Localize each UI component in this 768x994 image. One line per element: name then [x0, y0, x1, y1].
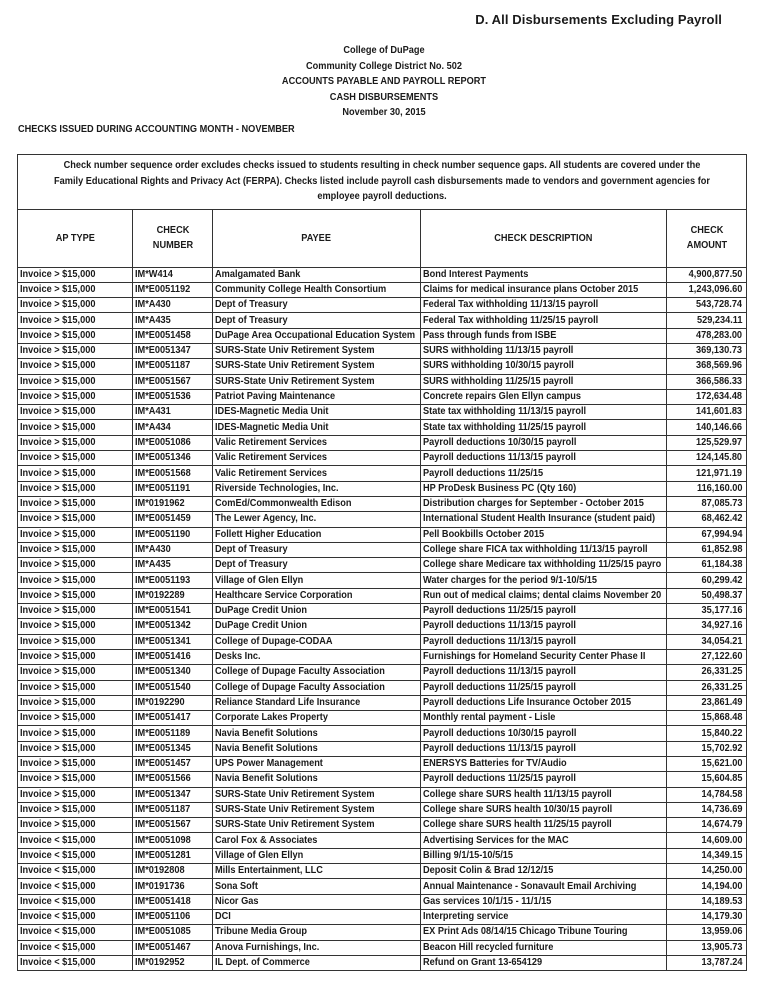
- amount-cell: 14,189.53: [667, 894, 747, 909]
- ap-type-cell: Invoice < $15,000: [18, 925, 133, 940]
- table-header-row: [18, 209, 747, 267]
- table-row: [18, 695, 747, 710]
- table-row: [18, 573, 747, 588]
- amount-cell: 124,145.80: [667, 451, 747, 466]
- ap-type-cell: Invoice > $15,000: [18, 466, 133, 481]
- column-header-check-number: CHECK NUMBER: [133, 209, 213, 267]
- payee-cell: ComEd/Commonwealth Edison: [213, 496, 421, 511]
- payee-cell: Desks Inc.: [213, 649, 421, 664]
- description-cell: College share FICA tax withholding 11/13/15 payroll: [421, 542, 667, 557]
- amount-cell: 13,905.73: [667, 940, 747, 955]
- payee-cell: College of Dupage-CODAA: [213, 634, 421, 649]
- district-name: Community College District No. 502: [306, 60, 462, 72]
- payee-cell: SURS-State Univ Retirement System: [213, 787, 421, 802]
- ap-type-cell: Invoice < $15,000: [18, 894, 133, 909]
- amount-cell: 121,971.19: [667, 466, 747, 481]
- column-header-payee: PAYEE: [213, 209, 421, 267]
- table-row: [18, 343, 747, 358]
- description-cell: Payroll deductions 11/13/15 payroll: [421, 634, 667, 649]
- ap-type-cell: Invoice > $15,000: [18, 588, 133, 603]
- amount-cell: 478,283.00: [667, 328, 747, 343]
- ap-type-cell: Invoice > $15,000: [18, 359, 133, 374]
- amount-cell: 172,634.48: [667, 389, 747, 404]
- description-cell: Deposit Colin & Brad 12/12/15: [421, 864, 667, 879]
- payee-cell: UPS Power Management: [213, 757, 421, 772]
- ap-type-cell: Invoice > $15,000: [18, 573, 133, 588]
- table-row: [18, 634, 747, 649]
- ap-type-cell: Invoice > $15,000: [18, 313, 133, 328]
- description-cell: Water charges for the period 9/1-10/5/15: [421, 573, 667, 588]
- check-number-cell: IM*E0051536: [133, 389, 213, 404]
- payee-cell: College of Dupage Faculty Association: [213, 680, 421, 695]
- table-row: [18, 833, 747, 848]
- amount-cell: 14,609.00: [667, 833, 747, 848]
- check-number-cell: IM*E0051341: [133, 634, 213, 649]
- check-number-cell: IM*E0051098: [133, 833, 213, 848]
- check-number-cell: IM*E0051346: [133, 451, 213, 466]
- table-row: [18, 420, 747, 435]
- table-row: [18, 741, 747, 756]
- check-number-cell: IM*E0051281: [133, 848, 213, 863]
- amount-cell: 15,840.22: [667, 726, 747, 741]
- check-number-cell: IM*E0051193: [133, 573, 213, 588]
- table-row: [18, 909, 747, 924]
- check-number-cell: IM*0191962: [133, 496, 213, 511]
- amount-cell: 61,184.38: [667, 558, 747, 573]
- ap-type-cell: Invoice > $15,000: [18, 496, 133, 511]
- amount-cell: 67,994.94: [667, 527, 747, 542]
- description-cell: Payroll deductions 11/25/15 payroll: [421, 772, 667, 787]
- payee-cell: Nicor Gas: [213, 894, 421, 909]
- checks-issued-label: CHECKS ISSUED DURING ACCOUNTING MONTH - NOVEMBER: [18, 124, 295, 135]
- institution-name: College of DuPage: [343, 45, 425, 56]
- description-cell: Federal Tax withholding 11/13/15 payroll: [421, 298, 667, 313]
- ferpa-note-text: Check number sequence order excludes checks issued to students resulting in check number sequence gaps. All students are covered under the Family Educational Rights and Privacy Act (FERPA). Checks listed include payroll cash disbursements made to vendors and government agencies for employee payroll deductions.: [54, 160, 710, 202]
- table-row: [18, 558, 747, 573]
- report-date: November 30, 2015: [342, 107, 426, 119]
- ap-type-cell: Invoice < $15,000: [18, 864, 133, 879]
- ap-type-cell: Invoice < $15,000: [18, 833, 133, 848]
- check-number-cell: IM*E0051416: [133, 649, 213, 664]
- ap-type-cell: Invoice > $15,000: [18, 695, 133, 710]
- ap-type-cell: Invoice > $15,000: [18, 328, 133, 343]
- payee-cell: The Lewer Agency, Inc.: [213, 512, 421, 527]
- ap-type-cell: Invoice > $15,000: [18, 665, 133, 680]
- table-row: [18, 435, 747, 450]
- payee-cell: Tribune Media Group: [213, 925, 421, 940]
- description-cell: Concrete repairs Glen Ellyn campus: [421, 389, 667, 404]
- check-number-cell: IM*E0051347: [133, 343, 213, 358]
- check-number-cell: IM*E0051566: [133, 772, 213, 787]
- description-cell: Pass through funds from ISBE: [421, 328, 667, 343]
- amount-cell: 125,529.97: [667, 435, 747, 450]
- amount-cell: 15,621.00: [667, 757, 747, 772]
- payee-cell: Sona Soft: [213, 879, 421, 894]
- ap-type-cell: Invoice > $15,000: [18, 604, 133, 619]
- table-row: [18, 481, 747, 496]
- description-cell: Payroll deductions 11/13/15 payroll: [421, 665, 667, 680]
- table-row: [18, 925, 747, 940]
- check-number-cell: IM*W414: [133, 267, 213, 282]
- description-cell: Claims for medical insurance plans October 2015: [421, 282, 667, 297]
- ap-type-cell: Invoice > $15,000: [18, 343, 133, 358]
- description-cell: Payroll deductions 10/30/15 payroll: [421, 435, 667, 450]
- description-cell: State tax withholding 11/13/15 payroll: [421, 405, 667, 420]
- amount-cell: 141,601.83: [667, 405, 747, 420]
- amount-cell: 543,728.74: [667, 298, 747, 313]
- table-row: [18, 512, 747, 527]
- ap-type-cell: Invoice > $15,000: [18, 542, 133, 557]
- payee-cell: DuPage Credit Union: [213, 619, 421, 634]
- table-row: [18, 787, 747, 802]
- description-cell: SURS withholding 11/13/15 payroll: [421, 343, 667, 358]
- amount-cell: 529,234.11: [667, 313, 747, 328]
- payee-cell: Corporate Lakes Property: [213, 711, 421, 726]
- payee-cell: IDES-Magnetic Media Unit: [213, 420, 421, 435]
- ap-type-cell: Invoice > $15,000: [18, 818, 133, 833]
- ap-type-cell: Invoice > $15,000: [18, 680, 133, 695]
- description-cell: College share SURS health 11/25/15 payroll: [421, 818, 667, 833]
- payee-cell: Valic Retirement Services: [213, 435, 421, 450]
- check-number-cell: IM*0192290: [133, 695, 213, 710]
- table-row: [18, 619, 747, 634]
- table-row: [18, 894, 747, 909]
- ap-type-cell: Invoice > $15,000: [18, 787, 133, 802]
- payee-cell: Valic Retirement Services: [213, 466, 421, 481]
- ap-type-cell: Invoice > $15,000: [18, 772, 133, 787]
- payee-cell: Valic Retirement Services: [213, 451, 421, 466]
- table-row: [18, 496, 747, 511]
- ap-type-cell: Invoice > $15,000: [18, 558, 133, 573]
- ap-type-cell: Invoice < $15,000: [18, 940, 133, 955]
- table-row: [18, 405, 747, 420]
- amount-cell: 50,498.37: [667, 588, 747, 603]
- check-number-cell: IM*0192952: [133, 955, 213, 970]
- ap-type-cell: Invoice > $15,000: [18, 481, 133, 496]
- table-row: [18, 359, 747, 374]
- description-cell: Advertising Services for the MAC: [421, 833, 667, 848]
- payee-cell: DuPage Credit Union: [213, 604, 421, 619]
- check-number-cell: IM*E0051189: [133, 726, 213, 741]
- amount-cell: 26,331.25: [667, 680, 747, 695]
- ap-type-cell: Invoice > $15,000: [18, 726, 133, 741]
- description-cell: SURS withholding 11/25/15 payroll: [421, 374, 667, 389]
- check-number-cell: IM*E0051457: [133, 757, 213, 772]
- ap-type-cell: Invoice > $15,000: [18, 619, 133, 634]
- ap-type-cell: Invoice > $15,000: [18, 802, 133, 817]
- amount-cell: 68,462.42: [667, 512, 747, 527]
- amount-cell: 14,179.30: [667, 909, 747, 924]
- table-row: [18, 466, 747, 481]
- table-row: [18, 864, 747, 879]
- ap-type-cell: Invoice > $15,000: [18, 512, 133, 527]
- payee-cell: SURS-State Univ Retirement System: [213, 374, 421, 389]
- description-cell: HP ProDesk Business PC (Qty 160): [421, 481, 667, 496]
- check-number-cell: IM*A430: [133, 298, 213, 313]
- ap-type-cell: Invoice < $15,000: [18, 955, 133, 970]
- check-number-cell: IM*E0051458: [133, 328, 213, 343]
- ap-type-cell: Invoice > $15,000: [18, 634, 133, 649]
- amount-cell: 14,784.58: [667, 787, 747, 802]
- description-cell: Bond Interest Payments: [421, 267, 667, 282]
- check-number-cell: IM*E0051340: [133, 665, 213, 680]
- table-row: [18, 711, 747, 726]
- amount-cell: 14,674.79: [667, 818, 747, 833]
- payee-cell: Amalgamated Bank: [213, 267, 421, 282]
- check-number-cell: IM*E0051345: [133, 741, 213, 756]
- description-cell: Federal Tax withholding 11/25/15 payroll: [421, 313, 667, 328]
- amount-cell: 23,861.49: [667, 695, 747, 710]
- payee-cell: DuPage Area Occupational Education System: [213, 328, 421, 343]
- amount-cell: 87,085.73: [667, 496, 747, 511]
- ferpa-note: [18, 155, 747, 210]
- report-subtitle: CASH DISBURSEMENTS: [329, 91, 439, 103]
- amount-cell: 13,959.06: [667, 925, 747, 940]
- amount-cell: 34,054.21: [667, 634, 747, 649]
- payee-cell: Patriot Paving Maintenance: [213, 389, 421, 404]
- table-row: [18, 848, 747, 863]
- payee-cell: IL Dept. of Commerce: [213, 955, 421, 970]
- amount-cell: 368,569.96: [667, 359, 747, 374]
- table-row: [18, 451, 747, 466]
- ap-type-cell: Invoice > $15,000: [18, 298, 133, 313]
- table-row: [18, 313, 747, 328]
- amount-cell: 15,868.48: [667, 711, 747, 726]
- amount-cell: 14,349.15: [667, 848, 747, 863]
- payee-cell: Carol Fox & Associates: [213, 833, 421, 848]
- amount-cell: 26,331.25: [667, 665, 747, 680]
- description-cell: International Student Health Insurance (student paid): [421, 512, 667, 527]
- ap-type-cell: Invoice > $15,000: [18, 374, 133, 389]
- check-number-cell: IM*E0051106: [133, 909, 213, 924]
- check-number-cell: IM*A435: [133, 313, 213, 328]
- ap-type-cell: Invoice > $15,000: [18, 405, 133, 420]
- check-number-cell: IM*E0051467: [133, 940, 213, 955]
- ap-type-cell: Invoice > $15,000: [18, 389, 133, 404]
- table-row: [18, 389, 747, 404]
- payee-cell: Navia Benefit Solutions: [213, 726, 421, 741]
- ap-type-cell: Invoice > $15,000: [18, 741, 133, 756]
- table-row: [18, 940, 747, 955]
- description-cell: EX Print Ads 08/14/15 Chicago Tribune Touring: [421, 925, 667, 940]
- disbursements-table: [17, 154, 747, 971]
- payee-cell: Anova Furnishings, Inc.: [213, 940, 421, 955]
- ap-type-cell: Invoice > $15,000: [18, 527, 133, 542]
- table-row: [18, 757, 747, 772]
- payee-cell: Village of Glen Ellyn: [213, 848, 421, 863]
- amount-cell: 60,299.42: [667, 573, 747, 588]
- description-cell: ENERSYS Batteries for TV/Audio: [421, 757, 667, 772]
- check-number-cell: IM*E0051187: [133, 802, 213, 817]
- table-row: [18, 665, 747, 680]
- amount-cell: 369,130.73: [667, 343, 747, 358]
- table-row: [18, 680, 747, 695]
- description-cell: Payroll deductions 11/25/15 payroll: [421, 680, 667, 695]
- check-number-cell: IM*A430: [133, 542, 213, 557]
- payee-cell: Mills Entertainment, LLC: [213, 864, 421, 879]
- table-row: [18, 802, 747, 817]
- payee-cell: Dept of Treasury: [213, 298, 421, 313]
- table-row: [18, 542, 747, 557]
- ap-type-cell: Invoice < $15,000: [18, 848, 133, 863]
- payee-cell: Navia Benefit Solutions: [213, 772, 421, 787]
- amount-cell: 35,177.16: [667, 604, 747, 619]
- check-number-cell: IM*A435: [133, 558, 213, 573]
- check-number-cell: IM*A434: [133, 420, 213, 435]
- ap-type-cell: Invoice > $15,000: [18, 757, 133, 772]
- report-name: ACCOUNTS PAYABLE AND PAYROLL REPORT: [281, 76, 487, 88]
- amount-cell: 34,927.16: [667, 619, 747, 634]
- check-number-cell: IM*E0051540: [133, 680, 213, 695]
- amount-cell: 61,852.98: [667, 542, 747, 557]
- check-number-cell: IM*E0051347: [133, 787, 213, 802]
- description-cell: Refund on Grant 13-654129: [421, 955, 667, 970]
- amount-cell: 1,243,096.60: [667, 282, 747, 297]
- description-cell: Payroll deductions Life Insurance October 2015: [421, 695, 667, 710]
- amount-cell: 13,787.24: [667, 955, 747, 970]
- table-row: [18, 604, 747, 619]
- payee-cell: Dept of Treasury: [213, 313, 421, 328]
- payee-cell: Healthcare Service Corporation: [213, 588, 421, 603]
- table-row: [18, 328, 747, 343]
- description-cell: Furnishings for Homeland Security Center Phase II: [421, 649, 667, 664]
- ap-type-cell: Invoice < $15,000: [18, 909, 133, 924]
- ap-type-cell: Invoice > $15,000: [18, 451, 133, 466]
- description-cell: Monthly rental payment - Lisle: [421, 711, 667, 726]
- amount-cell: 14,736.69: [667, 802, 747, 817]
- payee-cell: Village of Glen Ellyn: [213, 573, 421, 588]
- amount-cell: 116,160.00: [667, 481, 747, 496]
- check-number-cell: IM*E0051567: [133, 818, 213, 833]
- check-number-cell: IM*E0051459: [133, 512, 213, 527]
- description-cell: Beacon Hill recycled furniture: [421, 940, 667, 955]
- description-cell: College share Medicare tax withholding 11/25/15 payro: [421, 558, 667, 573]
- payee-cell: Community College Health Consortium: [213, 282, 421, 297]
- table-row: [18, 588, 747, 603]
- description-cell: Gas services 10/1/15 - 11/1/15: [421, 894, 667, 909]
- check-number-cell: IM*E0051567: [133, 374, 213, 389]
- table-row: [18, 726, 747, 741]
- payee-cell: Reliance Standard Life Insurance: [213, 695, 421, 710]
- check-number-cell: IM*E0051342: [133, 619, 213, 634]
- payee-cell: IDES-Magnetic Media Unit: [213, 405, 421, 420]
- table-row: [18, 818, 747, 833]
- payee-cell: SURS-State Univ Retirement System: [213, 802, 421, 817]
- description-cell: Interpreting service: [421, 909, 667, 924]
- check-number-cell: IM*0192808: [133, 864, 213, 879]
- table-body: [18, 267, 747, 971]
- table-row: [18, 879, 747, 894]
- check-number-cell: IM*0191736: [133, 879, 213, 894]
- description-cell: Payroll deductions 11/25/15 payroll: [421, 604, 667, 619]
- payee-cell: SURS-State Univ Retirement System: [213, 359, 421, 374]
- check-number-cell: IM*E0051191: [133, 481, 213, 496]
- check-number-cell: IM*E0051085: [133, 925, 213, 940]
- amount-cell: 140,146.66: [667, 420, 747, 435]
- table-row: [18, 772, 747, 787]
- ap-type-cell: Invoice > $15,000: [18, 435, 133, 450]
- description-cell: Payroll deductions 11/13/15 payroll: [421, 451, 667, 466]
- payee-cell: SURS-State Univ Retirement System: [213, 818, 421, 833]
- description-cell: Payroll deductions 11/25/15: [421, 466, 667, 481]
- description-cell: Run out of medical claims; dental claims November 20: [421, 588, 667, 603]
- table-row: [18, 282, 747, 297]
- payee-cell: Follett Higher Education: [213, 527, 421, 542]
- section-title: D. All Disbursements Excluding Payroll: [475, 12, 722, 27]
- table-row: [18, 955, 747, 970]
- description-cell: Pell Bookbills October 2015: [421, 527, 667, 542]
- description-cell: Distribution charges for September - October 2015: [421, 496, 667, 511]
- check-number-cell: IM*E0051418: [133, 894, 213, 909]
- column-header-ap-type: AP TYPE: [18, 209, 133, 267]
- payee-cell: Dept of Treasury: [213, 542, 421, 557]
- amount-cell: 366,586.33: [667, 374, 747, 389]
- check-number-cell: IM*E0051086: [133, 435, 213, 450]
- check-number-cell: IM*E0051541: [133, 604, 213, 619]
- description-cell: Annual Maintenance - Sonavault Email Archiving: [421, 879, 667, 894]
- ap-type-cell: Invoice > $15,000: [18, 711, 133, 726]
- ap-type-cell: Invoice > $15,000: [18, 420, 133, 435]
- check-number-cell: IM*A431: [133, 405, 213, 420]
- report-heading: [31, 43, 738, 121]
- payee-cell: College of Dupage Faculty Association: [213, 665, 421, 680]
- description-cell: Billing 9/1/15-10/5/15: [421, 848, 667, 863]
- check-number-cell: IM*E0051417: [133, 711, 213, 726]
- ap-type-cell: Invoice < $15,000: [18, 879, 133, 894]
- payee-cell: DCI: [213, 909, 421, 924]
- payee-cell: Riverside Technologies, Inc.: [213, 481, 421, 496]
- check-number-cell: IM*E0051568: [133, 466, 213, 481]
- column-header-amount: CHECK AMOUNT: [667, 209, 747, 267]
- description-cell: College share SURS health 10/30/15 payroll: [421, 802, 667, 817]
- table-row: [18, 374, 747, 389]
- description-cell: Payroll deductions 11/13/15 payroll: [421, 741, 667, 756]
- amount-cell: 27,122.60: [667, 649, 747, 664]
- description-cell: SURS withholding 10/30/15 payroll: [421, 359, 667, 374]
- payee-cell: Navia Benefit Solutions: [213, 741, 421, 756]
- description-cell: State tax withholding 11/25/15 payroll: [421, 420, 667, 435]
- check-number-cell: IM*E0051187: [133, 359, 213, 374]
- amount-cell: 15,702.92: [667, 741, 747, 756]
- check-number-cell: IM*0192289: [133, 588, 213, 603]
- table-row: [18, 527, 747, 542]
- table-row: [18, 267, 747, 282]
- check-number-cell: IM*E0051192: [133, 282, 213, 297]
- table-row: [18, 649, 747, 664]
- amount-cell: 15,604.85: [667, 772, 747, 787]
- description-cell: College share SURS health 11/13/15 payroll: [421, 787, 667, 802]
- description-cell: Payroll deductions 11/13/15 payroll: [421, 619, 667, 634]
- column-header-description: CHECK DESCRIPTION: [421, 209, 667, 267]
- amount-cell: 4,900,877.50: [667, 267, 747, 282]
- payee-cell: Dept of Treasury: [213, 558, 421, 573]
- ap-type-cell: Invoice > $15,000: [18, 649, 133, 664]
- ap-type-cell: Invoice > $15,000: [18, 282, 133, 297]
- check-number-cell: IM*E0051190: [133, 527, 213, 542]
- description-cell: Payroll deductions 10/30/15 payroll: [421, 726, 667, 741]
- table-row: [18, 298, 747, 313]
- amount-cell: 14,194.00: [667, 879, 747, 894]
- ap-type-cell: Invoice > $15,000: [18, 267, 133, 282]
- amount-cell: 14,250.00: [667, 864, 747, 879]
- payee-cell: SURS-State Univ Retirement System: [213, 343, 421, 358]
